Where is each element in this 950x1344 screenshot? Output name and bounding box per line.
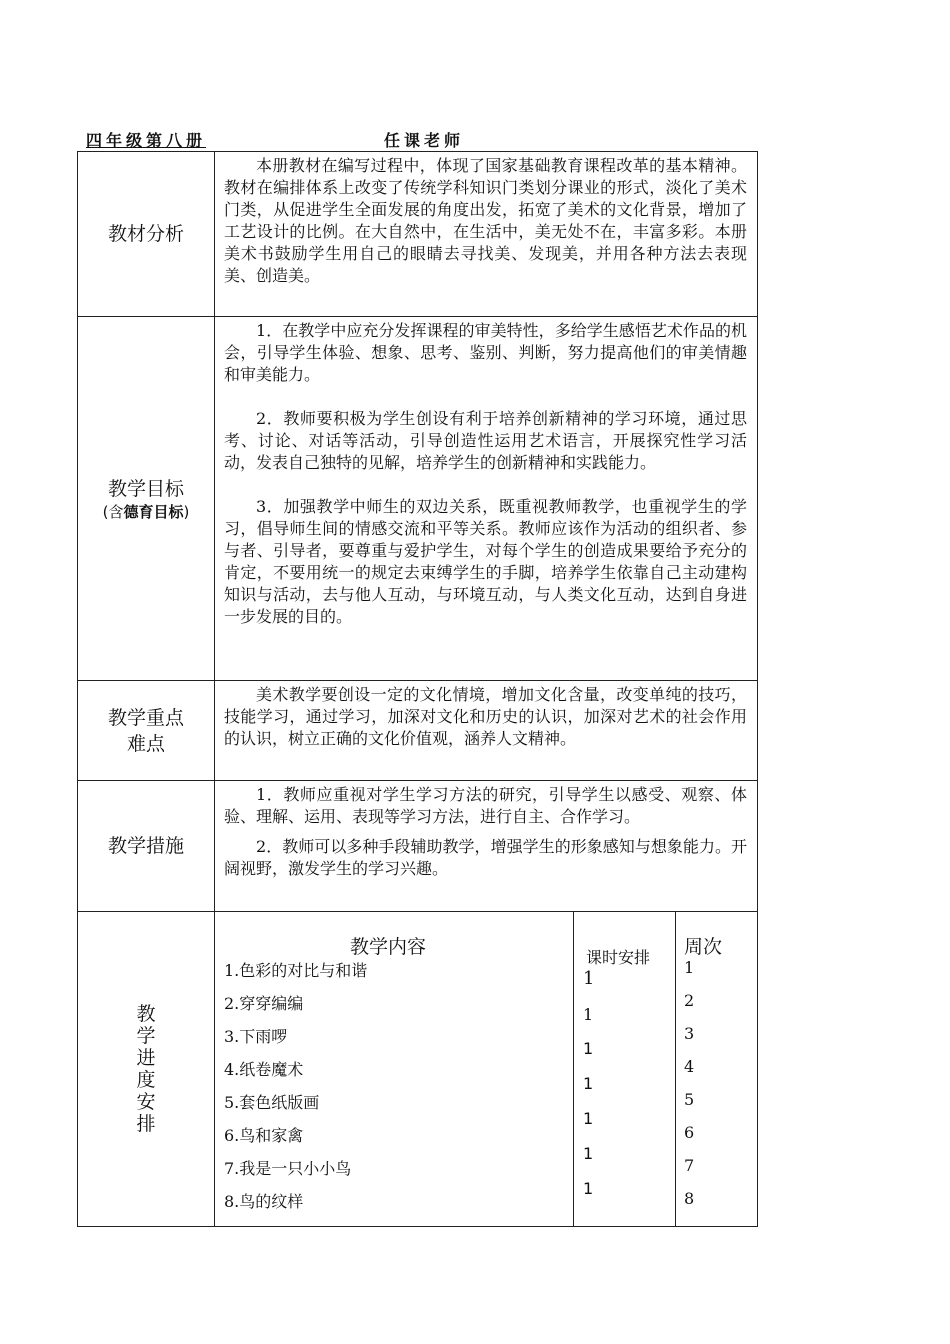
focus-label-line2: 难点 — [126, 732, 165, 755]
goals-label — [78, 317, 215, 680]
week-list — [684, 912, 744, 1212]
lesson-week: 1 — [684, 958, 695, 977]
lesson-week: 8 — [684, 1189, 695, 1208]
lesson-title: 3.下雨啰 — [224, 1027, 288, 1046]
schedule-label-char: 安 — [136, 1091, 156, 1113]
goals-sub-open: (含 — [102, 502, 124, 521]
lesson-title: 1.色彩的对比与和谐 — [224, 961, 368, 980]
focus-text: 美术教学要创设一定的文化情境，增加文化含量，改变单纯的技巧，技能学习，通过学习，加深对文化和历史的认识，加深对艺术的社会作用的认识，树立正确的文化价值观，涵养人文精神。 — [224, 685, 747, 748]
focus-row — [78, 681, 757, 781]
lesson-week: 6 — [684, 1123, 695, 1142]
goals-sub-bold: 德育目标 — [123, 502, 184, 521]
analysis-content — [224, 155, 747, 287]
grade-label: 四年级第八册 — [86, 131, 207, 150]
goals-label-text: 教学目标 — [107, 477, 184, 500]
goal-item-3: 3．加强教学中师生的双边关系，既重视教师教学，也重视学生的学习，倡导师生间的情感交流和平等关系。教师应该作为活动的组织者、参与者、引导者，要尊重与爱护学生，对每个学生的创造成果要给予充分的肯定，不要用统一的规定去束缚学生的手脚，培养学生依靠自己主动建构知识与活动，去与他人互动，与环境互动，与人类文化互动，达到自身进一步发展的目的。 — [224, 497, 747, 626]
schedule-label-char: 进 — [136, 1047, 156, 1069]
measures-label-text: 教学措施 — [107, 835, 184, 857]
focus-label-line1: 教学重点 — [107, 706, 184, 729]
focus-content — [224, 684, 747, 750]
measure-item-1: 1．教师应重视对学生学习方法的研究，引导学生以感受、观察、体验、理解、运用、表现等学习方法，进行自主、合作学习。 — [224, 785, 747, 826]
lesson-hours: 1 — [583, 1074, 594, 1093]
hours-header: 课时安排 — [586, 948, 651, 967]
analysis-row — [78, 152, 757, 317]
schedule-label — [78, 912, 215, 1226]
week-column-divider — [675, 912, 676, 1226]
goal-item-1: 1．在教学中应充分发挥课程的审美特性，多给学生感悟艺术作品的机会，引导学生体验、想象、思考、鉴别、判断，努力提高他们的审美情趣和审美能力。 — [224, 321, 747, 384]
focus-label — [78, 681, 215, 780]
lesson-week: 4 — [684, 1057, 695, 1076]
hours-list — [583, 912, 663, 1212]
measure-item-2: 2．教师可以多种手段辅助教学，增强学生的形象感知与想象能力。开阔视野，激发学生的学习兴趣。 — [224, 837, 747, 878]
schedule-row — [78, 912, 757, 1226]
lesson-title: 6.鸟和家禽 — [224, 1126, 304, 1145]
lesson-hours: 1 — [583, 968, 595, 989]
lesson-hours: 1 — [583, 1005, 594, 1024]
lesson-week: 7 — [684, 1156, 695, 1175]
measures-row — [78, 781, 757, 912]
schedule-label-char: 学 — [136, 1025, 156, 1047]
teacher-label: 任课老师 — [384, 131, 465, 150]
content-header: 教学内容 — [350, 936, 427, 958]
hours-column-divider — [573, 912, 574, 1226]
analysis-label-text: 教材分析 — [107, 223, 184, 245]
goals-sub-close: ) — [183, 502, 190, 521]
schedule-label-char: 教 — [136, 1003, 156, 1025]
lesson-week: 2 — [684, 991, 695, 1010]
goals-row — [78, 317, 757, 681]
measures-content — [224, 784, 747, 880]
week-header: 周次 — [684, 936, 723, 958]
lesson-title: 2.穿穿编编 — [224, 994, 304, 1013]
plan-table — [77, 151, 758, 1227]
lesson-week: 3 — [684, 1024, 695, 1043]
lesson-title: 7.我是一只小小鸟 — [224, 1159, 352, 1178]
goals-content — [224, 320, 747, 628]
lesson-hours: 1 — [583, 1179, 594, 1198]
lesson-title: 8.鸟的纹样 — [224, 1192, 304, 1211]
measures-label — [78, 781, 215, 911]
lesson-hours: 1 — [583, 1039, 594, 1058]
lesson-title: 5.套色纸版画 — [224, 1093, 320, 1112]
schedule-label-char: 度 — [136, 1069, 156, 1091]
lesson-week: 5 — [684, 1090, 695, 1109]
analysis-label — [78, 152, 215, 316]
lesson-hours: 1 — [583, 1109, 594, 1128]
lesson-hours: 1 — [583, 1144, 594, 1163]
goal-item-2: 2．教师要积极为学生创设有利于培养创新精神的学习环境，通过思考、讨论、对话等活动，引导创造性运用艺术语言，开展探究性学习活动，发表自己独特的见解，培养学生的创新精神和实践能力。 — [224, 409, 747, 472]
goals-sub-label — [103, 502, 190, 522]
page-header — [86, 128, 465, 151]
analysis-text: 本册教材在编写过程中，体现了国家基础教育课程改革的基本精神。教材在编排体系上改变了传统学科知识门类划分课业的形式，淡化了美术门类，从促进学生全面发展的角度出发，拓宽了美术的文化背景，增加了工艺设计的比例。在大自然中，在生活中，美无处不在，丰富多彩。本册美术书鼓励学生用自己的眼睛去寻找美、发现美，并用各种方法去表现美、创造美。 — [224, 156, 747, 285]
lesson-list — [224, 912, 564, 1212]
schedule-label-char: 排 — [136, 1113, 156, 1135]
lesson-title: 4.纸卷魔术 — [224, 1060, 304, 1079]
